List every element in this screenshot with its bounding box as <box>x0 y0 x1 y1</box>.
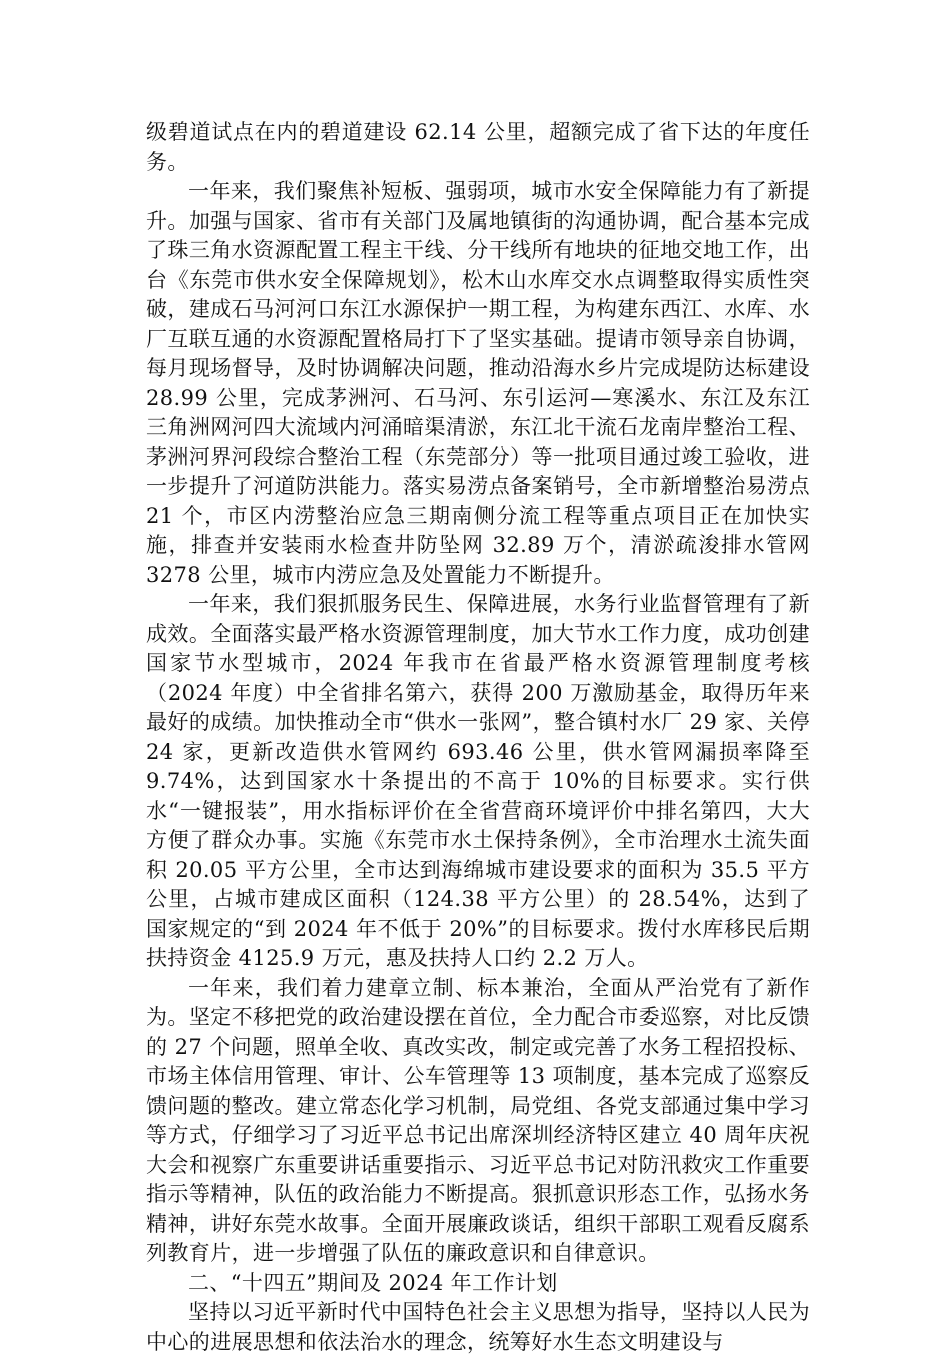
section-heading-work-plan: 二、“十四五”期间及 2024 年工作计划 <box>188 1270 558 1295</box>
paragraph-guiding-principle: 坚持以习近平新时代中国特色社会主义思想为指导，坚持以人民为中心的进展思想和依法治水的理念，统筹好水生态文明建设与 <box>146 1300 810 1354</box>
paragraph-water-security: 一年来，我们聚焦补短板、强弱项，城市水安全保障能力有了新提升。加强与国家、省市有关部门及属地镇街的沟通协调，配合基本完成了珠三角水资源配置工程主干线、分干线所有地块的征地交地工作，出台《东莞市供水安全保障规划》，松木山水库交水点调整取得实质性突破，建成石马河河口东江水源保护一期工程，为构建东西江、水库、水厂互联互通的水资源配置格局打下了坚实基础。提请市领导亲自协调，每月现场督导，及时协调解决问题，推动沿海水乡片完成堤防达标建设 28.99 公里，完成茅洲河、石马河、东引运河—寒溪水、东江及东江三角洲网河四大流域内河涌暗渠清淤，东江北干流石龙南岸整治工程、茅洲河界河段综合整治工程（东莞部分）等一批项目通过竣工验收，进一步提升了河道防洪能力。落实易涝点备案销号，全市新增整治易涝点 21 个，市区内涝整治应急三期南侧分流工程等重点项目正在加快实施，排查并安装雨水检查井防坠网 32.89 万个，清淤疏浚排水管网 3278 公里，城市内涝应急及处置能力不断提升。 <box>146 179 810 587</box>
paragraph-party-building: 一年来，我们着力建章立制、标本兼治，全面从严治党有了新作为。坚定不移把党的政治建设摆在首位，全力配合市委巡察，对比反馈的 27 个问题，照单全收、真改实改，制定或完善了水务工程招投标、市场主体信用管理、审计、公车管理等 13 项制度，基本完成了巡察反馈问题的整改。建立常态化学习机制，局党组、各党支部通过集中学习等方式，仔细学习了习近平总书记出席深圳经济特区建立 40 周年庆祝大会和视察广东重要讲话重要指示、习近平总书记对防汛救灾工作重要指示等精神，队伍的政治能力不断提高。狠抓意识形态工作，弘扬水务精神，讲好东莞水故事。全面开展廉政谈话，组织干部职工观看反腐系列教育片，进一步增强了队伍的廉政意识和自律意识。 <box>146 975 810 1265</box>
document-body <box>146 118 810 1357</box>
paragraph-greenway-continuation: 级碧道试点在内的碧道建设 62.14 公里，超额完成了省下达的年度任务。 <box>146 120 810 174</box>
paragraph-industry-supervision: 一年来，我们狠抓服务民生、保障进展，水务行业监督管理有了新成效。全面落实最严格水资源管理制度，加大节水工作力度，成功创建国家节水型城市，2024 年我市在省最严格水资源管理制度考核（2024 年度）中全省排名第六，获得 200 万激励基金，取得历年来最好的成绩。加快推动全市“供水一张网”，整合镇村水厂 29 家、关停 24 家，更新改造供水管网约 693.46 公里，供水管网漏损率降至 9.74%，达到国家水十条提出的不高于 10%的目标要求。实行供水“一键报装”，用水指标评价在全省营商环境评价中排名第四，大大方便了群众办事。实施《东莞市水土保持条例》，全市治理水土流失面积 20.05 平方公里，全市达到海绵城市建设要求的面积为 35.5 平方公里，占城市建成区面积（124.38 平方公里）的 28.54%，达到了国家规定的“到 2024 年不低于 20%”的目标要求。拨付水库移民后期扶持资金 4125.9 万元，惠及扶持人口约 2.2 万人。 <box>146 592 810 970</box>
